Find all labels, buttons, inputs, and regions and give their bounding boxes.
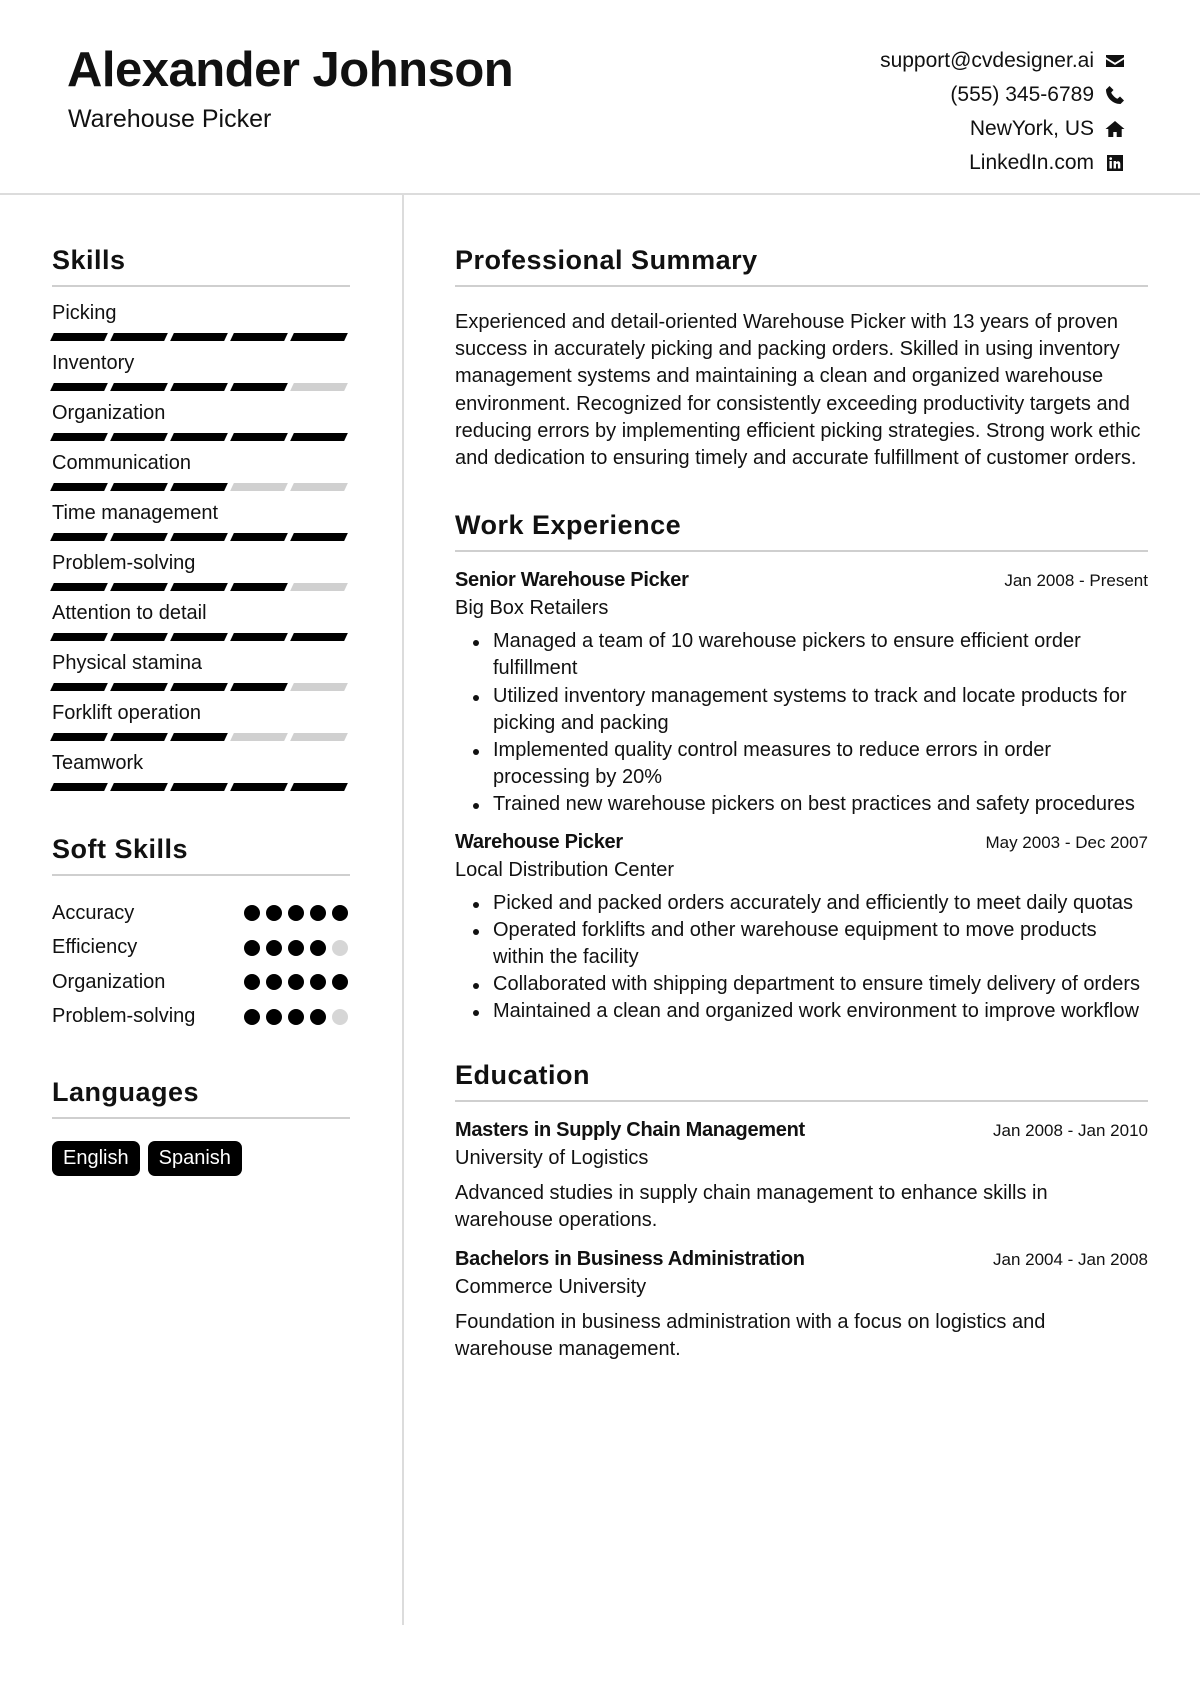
rating-dot (288, 974, 304, 990)
language-badge: Spanish (148, 1141, 242, 1176)
skill-level-segment (230, 433, 288, 441)
education-header (455, 1248, 1148, 1271)
education-entry (455, 1248, 1148, 1363)
job-header (455, 569, 1148, 592)
skill-level-bar (52, 533, 350, 541)
job-bullet: Collaborated with shipping department to ensure timely delivery of orders (493, 971, 1148, 998)
rating-dot (244, 1009, 260, 1025)
job-bullet: Operated forklifts and other warehouse equipment to move products within the facility (493, 917, 1148, 971)
rating-dot (266, 1009, 282, 1025)
skill-name: Organization (52, 402, 166, 424)
skills-heading: Skills (52, 245, 350, 287)
soft-skill-name: Efficiency (52, 936, 138, 959)
email-text: support@cvdesigner.ai (880, 49, 1094, 72)
skill-level-segment (110, 483, 168, 491)
phone-text: (555) 345-6789 (950, 83, 1094, 106)
job-entry (455, 831, 1148, 1026)
education-description: Foundation in business administration with a focus on logistics and warehouse management. (455, 1311, 1046, 1361)
skill-level-segment (290, 483, 348, 491)
candidate-title: Warehouse Picker (68, 105, 272, 133)
resume-header (0, 0, 1200, 195)
experience-heading: Work Experience (455, 510, 1148, 552)
job-bullet: Picked and packed orders accurately and efficiently to meet daily quotas (493, 890, 1148, 917)
soft-skill-item (52, 896, 350, 931)
job-role: Warehouse Picker (455, 830, 623, 853)
skill-level-segment (110, 683, 168, 691)
education-heading: Education (455, 1060, 1148, 1102)
skill-level-segment (290, 633, 348, 641)
skill-item (52, 500, 350, 550)
school-name: Commerce University (455, 1276, 647, 1299)
skill-level-segment (170, 633, 228, 641)
phone-icon (1104, 84, 1126, 106)
skill-level-segment (50, 333, 108, 341)
skill-level-segment (50, 683, 108, 691)
skill-name: Attention to detail (52, 602, 207, 624)
job-bullets (455, 628, 1148, 818)
skill-item (52, 750, 350, 800)
skill-level-bar (52, 483, 350, 491)
skill-level-segment (110, 383, 168, 391)
skill-name: Time management (52, 502, 218, 524)
skill-item (52, 400, 350, 450)
skill-level-bar (52, 433, 350, 441)
skill-item (52, 450, 350, 500)
skill-level-segment (170, 483, 228, 491)
job-role: Senior Warehouse Picker (455, 569, 689, 592)
skill-level-bar (52, 633, 350, 641)
skill-level-bar (52, 583, 350, 591)
skill-item (52, 300, 350, 350)
job-bullet: Utilized inventory management systems to track and locate products for picking and packing (493, 683, 1148, 737)
skill-level-segment (290, 433, 348, 441)
skill-level-segment (50, 783, 108, 791)
skill-level-segment (50, 433, 108, 441)
skill-level-segment (230, 633, 288, 641)
education-dates: Jan 2004 - Jan 2008 (992, 1250, 1148, 1270)
skill-level-segment (230, 383, 288, 391)
rating-dot (266, 974, 282, 990)
soft-skill-rating (244, 905, 350, 921)
soft-skill-rating (244, 1009, 350, 1025)
skill-level-segment (110, 633, 168, 641)
rating-dot (288, 905, 304, 921)
sidebar (52, 245, 350, 1176)
contact-info (880, 44, 1126, 180)
skill-level-segment (290, 733, 348, 741)
languages-list (52, 1141, 350, 1176)
job-company: Big Box Retailers (455, 597, 609, 620)
skill-level-bar (52, 333, 350, 341)
skill-level-segment (290, 783, 348, 791)
languages-heading: Languages (52, 1077, 350, 1119)
envelope-icon (1104, 50, 1126, 72)
soft-skill-item (52, 965, 350, 1000)
rating-dot (332, 974, 348, 990)
skill-level-segment (230, 333, 288, 341)
skill-level-segment (50, 733, 108, 741)
education-entry (455, 1119, 1148, 1234)
skill-level-segment (230, 533, 288, 541)
skill-level-segment (170, 683, 228, 691)
skill-level-segment (290, 683, 348, 691)
skill-item (52, 650, 350, 700)
rating-dot (310, 1009, 326, 1025)
skill-level-bar (52, 383, 350, 391)
skill-level-bar (52, 683, 350, 691)
job-bullets (455, 890, 1148, 1026)
soft-skill-name: Problem-solving (52, 1005, 196, 1028)
rating-dot (244, 974, 260, 990)
rating-dot (244, 905, 260, 921)
skill-level-segment (290, 383, 348, 391)
skill-level-segment (290, 533, 348, 541)
skill-level-segment (230, 733, 288, 741)
skill-name: Teamwork (52, 752, 144, 774)
skill-level-segment (50, 483, 108, 491)
skill-level-bar (52, 783, 350, 791)
language-badge: English (52, 1141, 140, 1176)
skill-level-segment (290, 333, 348, 341)
job-dates: Jan 2008 - Present (1004, 571, 1148, 591)
rating-dot (332, 940, 348, 956)
contact-email[interactable] (880, 44, 1126, 78)
candidate-name: Alexander Johnson (67, 43, 514, 97)
skill-level-segment (170, 783, 228, 791)
skill-level-segment (50, 533, 108, 541)
education-list (455, 1119, 1148, 1364)
job-bullet: Trained new warehouse pickers on best practices and safety procedures (493, 791, 1148, 818)
skill-name: Forklift operation (52, 702, 201, 724)
job-header (455, 831, 1148, 854)
job-company: Local Distribution Center (455, 858, 674, 881)
education-header (455, 1119, 1148, 1142)
skill-level-segment (110, 583, 168, 591)
job-entry (455, 569, 1148, 818)
rating-dot (332, 1009, 348, 1025)
school-name: University of Logistics (455, 1146, 649, 1169)
skill-level-segment (230, 683, 288, 691)
soft-skill-rating (244, 974, 350, 990)
skill-level-segment (230, 583, 288, 591)
job-bullet: Maintained a clean and organized work environment to improve workflow (493, 998, 1148, 1025)
summary-heading: Professional Summary (455, 245, 1148, 287)
linkedin-text: LinkedIn.com (969, 151, 1094, 174)
soft-skill-name: Accuracy (52, 901, 135, 924)
rating-dot (288, 940, 304, 956)
job-bullet: Managed a team of 10 warehouse pickers to ensure efficient order fulfillment (493, 628, 1148, 682)
rating-dot (310, 905, 326, 921)
contact-location (880, 112, 1126, 146)
skill-name: Problem-solving (52, 552, 196, 574)
home-icon (1104, 118, 1126, 140)
skill-item (52, 550, 350, 600)
column-divider (402, 195, 404, 1625)
rating-dot (288, 1009, 304, 1025)
skill-level-segment (170, 433, 228, 441)
skills-list (52, 300, 350, 800)
contact-linkedin[interactable] (880, 146, 1126, 180)
job-dates: May 2003 - Dec 2007 (985, 832, 1148, 852)
degree-name: Masters in Supply Chain Management (455, 1118, 805, 1141)
soft-skill-item (52, 1000, 350, 1035)
skill-level-segment (50, 633, 108, 641)
skill-level-segment (110, 533, 168, 541)
skill-name: Communication (52, 452, 191, 474)
location-text: NewYork, US (969, 117, 1094, 140)
skill-level-segment (170, 733, 228, 741)
skill-level-bar (52, 733, 350, 741)
skill-level-segment (290, 583, 348, 591)
soft-skills-list (52, 896, 350, 1034)
rating-dot (244, 940, 260, 956)
skill-level-segment (50, 583, 108, 591)
soft-skill-name: Organization (52, 970, 166, 993)
education-description: Advanced studies in supply chain management to enhance skills in warehouse operations. (455, 1181, 1048, 1231)
job-bullet: Implemented quality control measures to reduce errors in order processing by 20% (493, 737, 1148, 791)
skill-item (52, 350, 350, 400)
jobs-list (455, 569, 1148, 1025)
skill-level-segment (110, 333, 168, 341)
degree-name: Bachelors in Business Administration (455, 1248, 805, 1271)
summary-text: Experienced and detail-oriented Warehouse Picker with 13 years of proven success in accurately picking and packing orders. Skilled in using inventory management systems and maintaining a clean and organized warehouse environment. Recognized for consistently exceeding productivity targets and reducing errors by implementing efficient picking strategies. Strong work ethic and dedication to ensuring timely and accurate fulfillment of customer orders. (455, 311, 1141, 470)
skill-level-segment (50, 383, 108, 391)
skill-level-segment (110, 783, 168, 791)
skill-name: Physical stamina (52, 652, 203, 674)
soft-skills-heading: Soft Skills (52, 834, 350, 876)
rating-dot (332, 905, 348, 921)
skill-item (52, 700, 350, 750)
rating-dot (310, 974, 326, 990)
main-content (455, 245, 1148, 1363)
rating-dot (266, 940, 282, 956)
skill-level-segment (110, 433, 168, 441)
soft-skill-rating (244, 940, 350, 956)
skill-item (52, 600, 350, 650)
skill-level-segment (170, 533, 228, 541)
rating-dot (310, 940, 326, 956)
soft-skill-item (52, 931, 350, 966)
linkedin-icon (1104, 152, 1126, 174)
skill-name: Inventory (52, 352, 135, 374)
skill-name: Picking (52, 302, 117, 324)
education-dates: Jan 2008 - Jan 2010 (992, 1120, 1148, 1140)
skill-level-segment (170, 383, 228, 391)
skill-level-segment (170, 583, 228, 591)
rating-dot (266, 905, 282, 921)
skill-level-segment (230, 783, 288, 791)
skill-level-segment (110, 733, 168, 741)
contact-phone[interactable] (880, 78, 1126, 112)
skill-level-segment (170, 333, 228, 341)
skill-level-segment (230, 483, 288, 491)
